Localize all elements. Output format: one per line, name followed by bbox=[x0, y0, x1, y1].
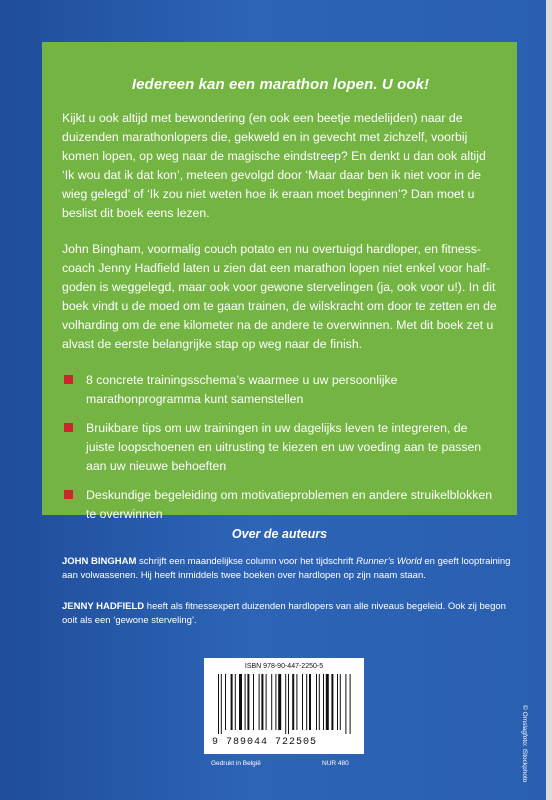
feature-item bbox=[62, 371, 499, 409]
feature-item bbox=[62, 486, 499, 524]
author-bio-hadfield bbox=[62, 600, 517, 628]
nur-code: NUR 480 bbox=[322, 760, 349, 767]
about-authors-title: Over de auteurs bbox=[231, 527, 328, 541]
feature-item bbox=[62, 419, 499, 476]
bio-text: schrijft een maandelijkse column voor het tijdschrift bbox=[136, 556, 357, 567]
bio-text: en geeft looptraining aan volwassenen. Hij heeft inmiddels twee boeken over hardlopen op zijn naam staan. bbox=[62, 556, 511, 581]
feature-list bbox=[62, 371, 499, 524]
bio-text: heeft als fitnessexpert duizenden hardlopers van alle niveaus begeleid. Ook zij begon ooit als een ‘gewone sterveling’. bbox=[62, 601, 506, 626]
blurb-paragraph-1: Kijkt u ook altijd met bewondering (en ook een beetje medelijden) naar de duizenden marathonlopers die, gekweld en in gevecht met zichzelf, voorbij komen lopen, op weg naar de magische eindstreep? En denkt u dan ook altijd ‘Ik wou dat ik dat kon’, meteen gevolgd door ‘Maar daar ben ik niet voor in de wieg gelegd’ of ‘Ik zou niet weten hoe ik eraan moet beginnen’? Dan moet u beslist dit boek eens lezen. bbox=[62, 111, 486, 220]
red-square-bullet-icon bbox=[64, 375, 73, 384]
barcode-icon bbox=[218, 674, 353, 734]
author-name: JOHN BINGHAM bbox=[62, 556, 137, 567]
isbn-text: ISBN 978-90-447-2250-5 bbox=[244, 663, 324, 670]
feature-text: Deskundige begeleiding om motivatieproblemen en andere struikelblokken te overwinnen bbox=[86, 488, 493, 521]
blurb-panel bbox=[42, 42, 517, 521]
blurb-paragraph-2: John Bingham, voormalig couch potato en nu overtuigd hardloper, en fitness-coach Jenny Hadfield laten u zien dat een marathon lopen niet enkel voor half-goden is weggelegd, maar ook voor gewone stervelingen (ja, ook voor u!). In dit boek vindt u de moed om te gaan trainen, de wilskracht om door te zetten en de volharding om de ene kilometer na de andere te overwinnen. Met dit boek zet u alvast de eerste belangrijke stap op weg naar de finish. bbox=[62, 242, 497, 351]
barcode-number: 9 789044 722505 bbox=[212, 737, 318, 748]
author-bio-bingham bbox=[62, 555, 517, 583]
magazine-title: Runner’s World bbox=[356, 556, 422, 567]
feature-text: Bruikbare tips om uw trainingen in uw dagelijks leven te integreren, de juiste loopschoenen en uitrusting te kiezen en uw voeding aan te passen aan uw nieuwe behoeften bbox=[86, 421, 482, 473]
red-square-bullet-icon bbox=[64, 423, 73, 432]
page-edge bbox=[546, 0, 552, 800]
photo-credit: © Omslagfoto: iStockphoto bbox=[521, 705, 528, 783]
author-name: JENNY HADFIELD bbox=[62, 601, 145, 612]
printed-in: Gedrukt in België bbox=[211, 760, 261, 767]
red-square-bullet-icon bbox=[64, 490, 73, 499]
barcode-label bbox=[204, 658, 364, 754]
feature-text: 8 concrete trainingsschema’s waarmee u uw persoonlijke marathonprogramma kunt samenstellen bbox=[86, 373, 398, 406]
headline: Iedereen kan een marathon lopen. U ook! bbox=[131, 76, 430, 93]
